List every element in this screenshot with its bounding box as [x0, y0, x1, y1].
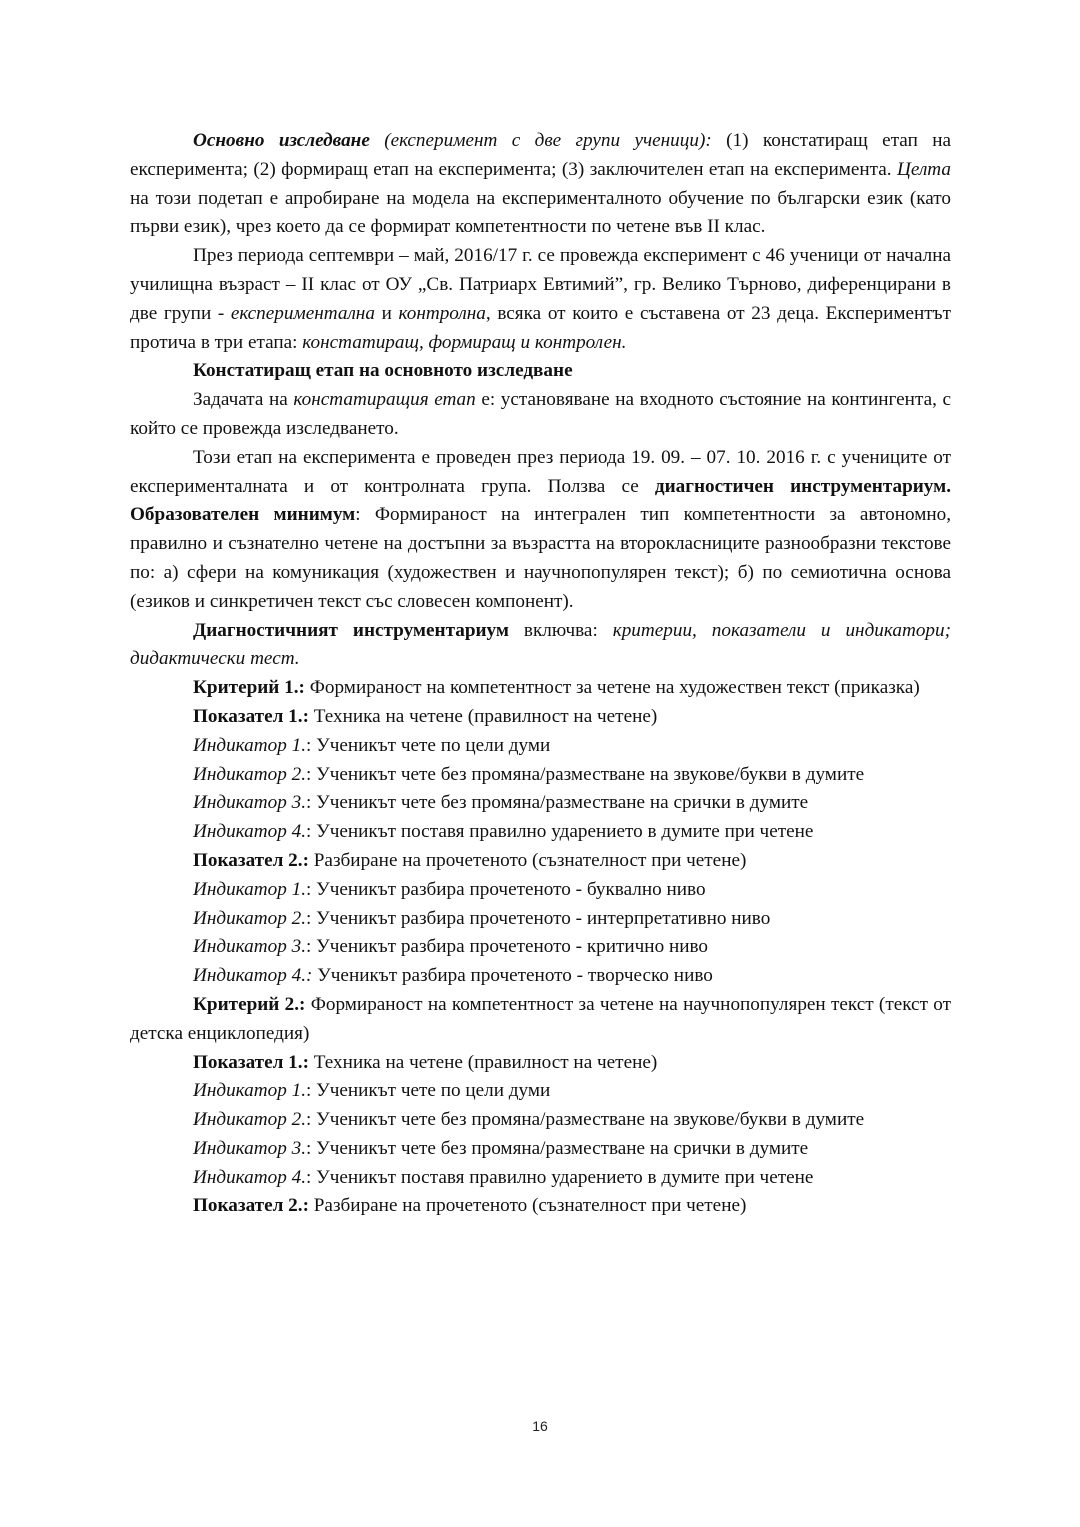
bold-text-run: Показател 1.:: [193, 1051, 309, 1073]
paragraph: [130, 357, 951, 386]
bold-text-run: Показател 2.:: [193, 1195, 309, 1217]
text-run: : Ученикът чете без промяна/разместване на звукове/букви в думите: [306, 1109, 865, 1131]
bold-text-run: диагностичен инструментариум. Образователен минимум: [130, 475, 952, 526]
bold-text-run: Критерий 2.:: [193, 993, 306, 1015]
italic-text-run: Индикатор 1.: [193, 734, 306, 756]
bold-text-run: Показател 1.:: [193, 705, 309, 727]
text-run: Формираност на компетентност за четене на научнопопулярен текст (текст от детска енциклопедия): [130, 993, 951, 1044]
italic-text-run: Индикатор 3.: [193, 936, 306, 958]
text-run: : Ученикът разбира прочетеното - буквално ниво: [306, 878, 706, 900]
text-run: Разбиране на прочетеното (съзнателност при четене): [308, 1195, 747, 1217]
paragraph: [130, 617, 951, 675]
text-run: Формираност на компетентност за четене на художествен текст (приказка): [304, 677, 920, 699]
text-run: включва:: [508, 619, 613, 641]
italic-text-run: (експеримент с две групи ученици):: [369, 130, 712, 151]
italic-text-run: Индикатор 2.: [193, 907, 306, 929]
text-run: : Формираност на интегрален тип компетентности за автономно, правилно и съзнателно четене на достъпни за възрастта на второкласниците разнообразни текстове по: а) сфери на комуникация (художествен и научнопопулярен текст); б) по семиотична основа (езиков и синкретичен текст със словесен компонент).: [130, 504, 951, 612]
text-run: Задачата на: [193, 389, 294, 411]
paragraph: [130, 1164, 951, 1193]
paragraph: [130, 444, 951, 617]
bold-text-run: Диагностичният инструментариум: [193, 619, 509, 641]
italic-text-run: Индикатор 1.: [193, 1080, 306, 1102]
bold-text-run: Основно изследване: [193, 130, 370, 151]
paragraph: [130, 991, 951, 1049]
paragraph: [130, 876, 951, 905]
text-run: Този етап на експеримента е проведен през периода 19. 09. – 07. 10. 2016 г. с учениците от експерименталната и от контролната група. Ползва се: [130, 446, 951, 497]
paragraph: [130, 732, 951, 761]
text-run: : Ученикът чете по цели думи: [306, 1080, 551, 1102]
italic-text-run: експериментална: [230, 302, 375, 324]
text-run: : Ученикът чете по цели думи: [306, 734, 551, 756]
document-body: [130, 127, 951, 1221]
paragraph: [130, 1049, 951, 1078]
italic-text-run: констатиращия етап: [293, 389, 476, 411]
paragraph: [130, 1077, 951, 1106]
text-run: (1) констатиращ етап на експеримента; (2) формиращ етап на експеримента; (3) заключителен етап на експеримента.: [130, 130, 952, 180]
text-run: : Ученикът разбира прочетеното - критично ниво: [306, 936, 709, 958]
paragraph: [130, 1192, 951, 1221]
text-run: , всяка от които е съставена от 23 деца. Експериментът протича в три етапа:: [130, 302, 951, 353]
italic-text-run: Индикатор 4.: [193, 821, 306, 843]
text-run: и: [374, 302, 399, 324]
paragraph: [130, 933, 951, 962]
page-number: 16: [532, 1418, 548, 1434]
italic-text-run: Индикатор 4.: [193, 1166, 306, 1188]
bold-text-run: Критерий 1.:: [193, 677, 305, 699]
bold-text-run: Показател 2.:: [193, 849, 309, 871]
bold-text-run: Констатиращ етап на основното изследване: [193, 360, 573, 382]
paragraph: [130, 127, 951, 242]
text-run: : Ученикът чете без промяна/разместване на звукове/букви в думите: [306, 763, 865, 785]
text-run: Техника на четене (правилност на четене): [308, 705, 658, 727]
italic-text-run: Индикатор 3.: [193, 792, 306, 814]
paragraph: [130, 1135, 951, 1164]
paragraph: [130, 242, 951, 357]
italic-text-run: констатиращ, формиращ и контролен.: [302, 331, 627, 353]
paragraph: [130, 386, 951, 444]
italic-text-run: Индикатор 1.: [193, 878, 306, 900]
text-run: : Ученикът чете без промяна/разместване на срички в думите: [306, 792, 809, 814]
italic-text-run: Индикатор 4.:: [193, 965, 313, 987]
text-run: : Ученикът поставя правилно ударението в думите при четене: [306, 1166, 814, 1188]
paragraph: [130, 789, 951, 818]
text-run: на този подетап е апробиране на модела на експерименталното обучение по български език (като първи език), чрез което да се формират компетентности по четене във II клас.: [130, 187, 951, 238]
italic-text-run: Индикатор 2.: [193, 763, 306, 785]
italic-text-run: Целта: [897, 158, 951, 180]
italic-text-run: критерии, показатели и индикатори; дидактически тест.: [130, 619, 951, 670]
paragraph: [130, 905, 951, 934]
text-run: : Ученикът поставя правилно ударението в думите при четене: [306, 821, 814, 843]
text-run: През периода септември – май, 2016/17 г. се провежда експеримент с 46 ученици от начална училищна възраст – II клас от ОУ „Св. Патриарх Евтимий”, гр. Велико Търново, диференцирани в две групи -: [130, 245, 951, 324]
text-run: : Ученикът разбира прочетеното - интерпретативно ниво: [306, 907, 771, 929]
paragraph: [130, 674, 951, 703]
italic-text-run: Индикатор 3.: [193, 1137, 306, 1159]
text-run: Техника на четене (правилност на четене): [308, 1051, 658, 1073]
paragraph: [130, 703, 951, 732]
paragraph: [130, 847, 951, 876]
text-run: Ученикът разбира прочетеното - творческо ниво: [312, 965, 713, 987]
italic-text-run: контролна: [398, 302, 486, 324]
paragraph: [130, 962, 951, 991]
paragraph: [130, 818, 951, 847]
paragraph: [130, 761, 951, 790]
text-run: : Ученикът чете без промяна/разместване на срички в думите: [306, 1137, 809, 1159]
italic-text-run: Индикатор 2.: [193, 1109, 306, 1131]
text-run: е: установяване на входното състояние на контингента, с който се провежда изследването.: [130, 389, 951, 439]
text-run: Разбиране на прочетеното (съзнателност при четене): [308, 849, 747, 871]
paragraph: [130, 1106, 951, 1135]
